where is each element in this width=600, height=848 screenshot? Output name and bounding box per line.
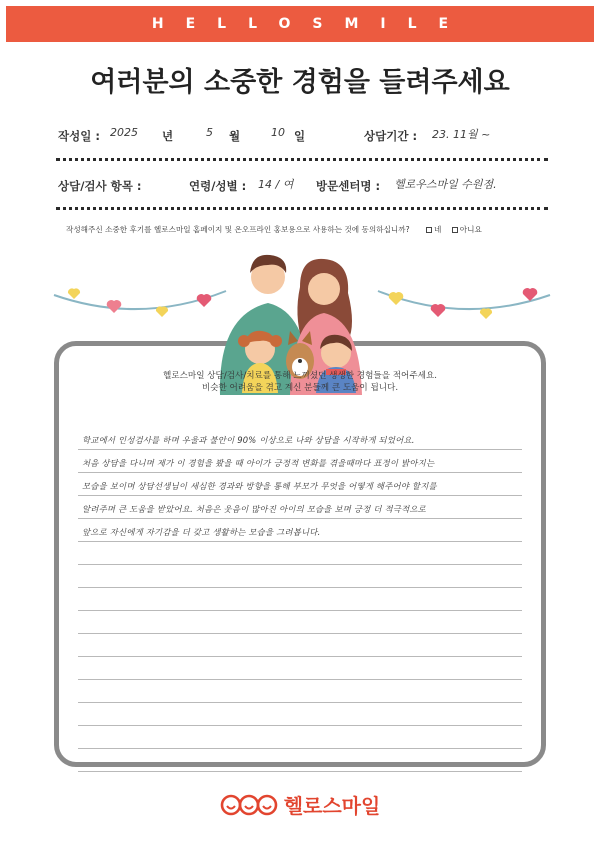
consent-text: 작성해주신 소중한 후기를 헬로스마일 홈페이지 및 온오프라인 홍보용으로 사용하는 것에 동의하십니까?: [66, 225, 410, 234]
review-line-text: 학교에서 인성검사를 하며 우울과 불안이 90% 이상으로 나와 상담을 시작하게 되었어요.: [82, 435, 415, 445]
review-line: [78, 749, 522, 772]
month-value: 5: [206, 126, 213, 139]
year-value: 2025: [110, 126, 138, 139]
divider-2: [56, 207, 548, 210]
footer-logo: [0, 790, 600, 819]
consent-no-option[interactable]: 아니요: [452, 225, 482, 234]
period-value: 23. 11월 ~: [432, 128, 491, 141]
year-unit: 년: [162, 129, 174, 143]
review-line: [78, 634, 522, 657]
age-value: 14 / 여: [258, 178, 294, 191]
checkbox-icon: [426, 227, 432, 233]
review-line-text: 앞으로 자신에게 자기감을 더 갖고 생활하는 모습을 그려봅니다.: [82, 527, 321, 537]
review-line: [78, 473, 522, 496]
footer-brand: 헬로스마일: [283, 794, 381, 818]
review-line: [78, 611, 522, 634]
review-line: [78, 542, 522, 565]
review-line-text: 처음 상담을 다니며 제가 이 경험을 봤을 때 아이가 긍정적 변화를 겪을때마다 표정이 밝아지는: [82, 458, 435, 468]
review-intro: [0, 370, 600, 394]
review-line: [78, 726, 522, 749]
date-row: [58, 124, 546, 146]
review-text-area: [78, 427, 522, 772]
review-line-text: 알려주며 큰 도움을 받았어요. 처음은 웃음이 많아진 아이의 모습을 보며 긍정 더 적극적으로: [82, 504, 426, 514]
intro-line-2: 비슷한 어려움을 겪고 계신 분들께 큰 도움이 됩니다.: [201, 383, 399, 393]
day-unit: 일: [294, 129, 306, 143]
period-label: 상담기간 :: [364, 129, 418, 143]
intro-line-1: 헬로스마일 상담/검사/치료를 통해 느끼셨던 생생한 경험들을 적어주세요.: [163, 371, 437, 381]
day-value: 10: [271, 126, 285, 139]
page-title: 여러분의 소중한 경험을 들려주세요: [90, 67, 510, 98]
review-line: [78, 657, 522, 680]
detail-row: [58, 174, 546, 196]
review-line: [78, 427, 522, 450]
consent-yes-option[interactable]: 네: [426, 225, 441, 234]
review-line: [78, 565, 522, 588]
consent-question: [66, 224, 546, 235]
smile-circles-logo-icon: [220, 794, 278, 816]
date-label: 작성일 :: [58, 129, 100, 143]
review-line: [78, 496, 522, 519]
checkbox-icon: [452, 227, 458, 233]
month-unit: 월: [229, 129, 241, 143]
review-line: [78, 703, 522, 726]
age-label: 연령/성별 :: [189, 179, 247, 193]
items-label: 상담/검사 항목 :: [58, 179, 142, 193]
banner-text: HELLOSMILE: [151, 16, 471, 32]
review-line: [78, 588, 522, 611]
review-line: [78, 450, 522, 473]
heart-garland-left-icon: [52, 285, 228, 325]
review-line: [78, 519, 522, 542]
center-value: 헬로우스마일 수원점.: [394, 178, 497, 191]
center-label: 방문센터명 :: [316, 179, 381, 193]
review-line: [78, 680, 522, 703]
divider-1: [56, 158, 548, 161]
review-line-text: 모습을 보이며 상담선생님이 세심한 경과와 방향을 통해 부모가 무엇을 어떻게 해주어야 할지를: [82, 481, 437, 491]
heart-garland-right-icon: [376, 285, 552, 325]
top-banner: [6, 6, 594, 42]
